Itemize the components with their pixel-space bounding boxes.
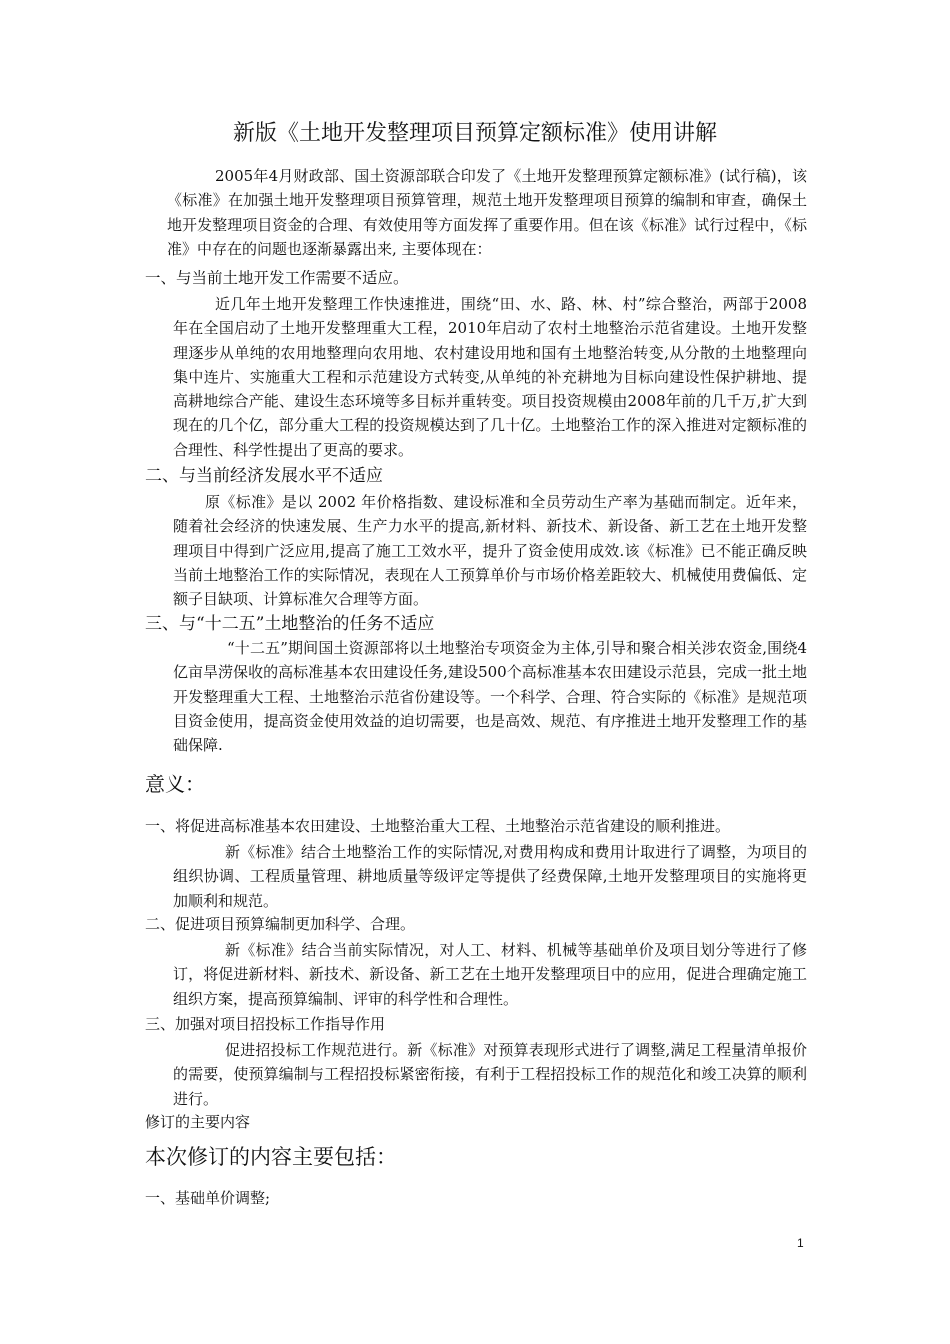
section-1-heading: 一、与当前土地开发工作需要不适应。	[145, 269, 409, 287]
meaning-1-heading: 一、将促进高标准基本农田建设、土地整治重大工程、土地整治示范省建设的顺利推进。	[145, 817, 731, 835]
revision-item-1: 一、基础单价调整;	[145, 1189, 271, 1207]
section-1-body: 近几年土地开发整理工作快速推进，围绕“田、水、路、林、村”综合整治，两部于2008年在全国启动了土地开发整理重大工程，2010年启动了农村土地整治示范省建设。土地开发整理逐步从单纯的农用地整理向农用地、农村建设用地和国有土地整治转变,从分散的土地整理向集中连片、实施重大工程和示范建设方式转变,从单纯的补充耕地为目标向建设性保护耕地、提高耕地综合产能、建设生态环境等多目标并重转变。项目投资规模由2008年前的几千万,扩大到现在的几个亿，部分重大工程的投资规模达到了几十亿。土地整治工作的深入推进对定额标准的合理性、科学性提出了更高的要求。	[173, 295, 807, 459]
meaning-3-heading: 三、加强对项目招投标工作指导作用	[145, 1015, 386, 1033]
intro-paragraph	[167, 164, 807, 262]
section-3-body: “十二五”期间国土资源部将以土地整治专项资金为主体,引导和聚合相关涉农资金,围绕4亿亩旱涝保收的高标准基本农田建设任务,建设500个高标准基本农田建设示范县，完成一批土地开发整理重大工程、土地整治示范省份建设等。一个科学、合理、符合实际的《标准》是规范项目资金使用，提高资金使用效益的迫切需要，也是高效、规范、有序推进土地开发整理工作的基础保障.	[173, 639, 807, 755]
revision-heading: 本次修订的内容主要包括：	[145, 1145, 397, 1169]
meaning-3-body: 促进招投标工作规范进行。新《标准》对预算表现形式进行了调整,满足工程量清单报价的需要，使预算编制与工程招投标紧密衔接，有利于工程招投标工作的规范化和竣工决算的顺利进行。	[173, 1041, 807, 1108]
section-2-body: 原《标准》是以 2002 年价格指数、建设标准和全员劳动生产率为基础而制定。近年来，随着社会经济的快速发展、生产力水平的提高,新材料、新技术、新设备、新工艺在土地开发整理项目中得到广泛应用,提高了施工工效水平，提升了资金使用成效.该《标准》已不能正确反映当前土地整治工作的实际情况，表现在人工预算单价与市场价格差距较大、机械使用费偏低、定额子目缺项、计算标准欠合理等方面。	[173, 493, 807, 609]
intro-text: 2005年4月财政部、国土资源部联合印发了《土地开发整理预算定额标准》(试行稿)，该《标准》在加强土地开发整理项目预算管理，规范土地开发整理项目预算的编制和审查，确保土地开发整理项目资金的合理、有效使用等方面发挥了重要作用。但在该《标准》试行过程中，《标准》中存在的问题也逐渐暴露出来, 主要体现在：	[167, 167, 807, 259]
revision-label: 修订的主要内容	[145, 1113, 251, 1131]
page-number: 1	[797, 1236, 804, 1250]
meaning-2-heading: 二、促进项目预算编制更加科学、合理。	[145, 915, 416, 933]
document-title: 新版《土地开发整理项目预算定额标准》使用讲解	[232, 121, 717, 146]
meaning-1-body: 新《标准》结合土地整治工作的实际情况,对费用构成和费用计取进行了调整，为项目的组织协调、工程质量管理、耕地质量等级评定等提供了经费保障,土地开发整理项目的实施将更加顺利和规范。	[173, 843, 807, 910]
meaning-2-body: 新《标准》结合当前实际情况，对人工、材料、机械等基础单价及项目划分等进行了修订，将促进新材料、新技术、新设备、新工艺在土地开发整理项目中的应用，促进合理确定施工组织方案，提高预算编制、评审的科学性和合理性。	[173, 941, 807, 1008]
meaning-heading: 意义：	[145, 772, 205, 796]
section-2-heading: 二、与当前经济发展水平不适应	[145, 466, 383, 486]
section-3-heading: 三、与“十二五”土地整治的任务不适应	[145, 614, 435, 634]
